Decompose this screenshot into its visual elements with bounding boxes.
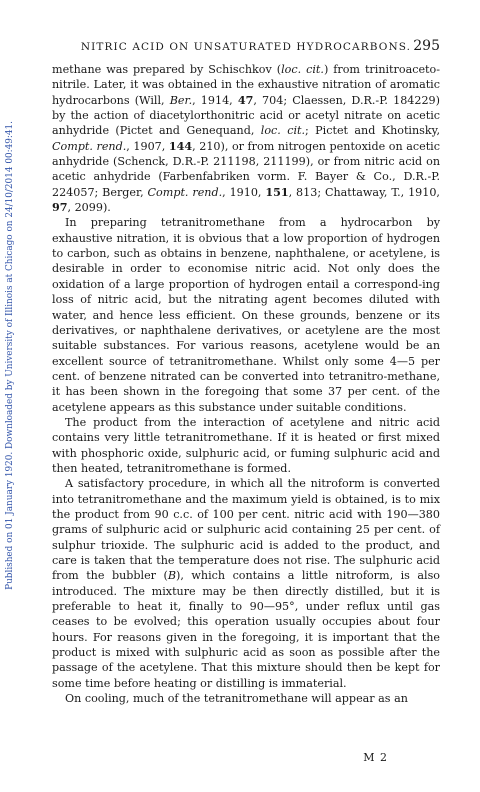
volume-bold: 97 [52,201,68,215]
apparatus-label-italic: B [167,569,177,583]
running-head: NITRIC ACID ON UNSATURATED HYDROCARBONS. [80,41,412,53]
volume-bold: 144 [168,139,193,153]
citation-italic: loc. cit. [260,124,306,138]
text-run: ), which contains a little nitroform, is also introduced. The mixture may be then directly distilled, but it is preferable to heat it, finally to 90—95°, under reflux until gas ceases to be evolved; this operation usually occupies about four hours. For reasons given in the foregoing, it is important that the product is mixed with sulphuric acid as soon as possible after the passage of the acetylene. That this mixture should then be kept for some time before heating or distilling is immaterial. [52,569,440,690]
page-header [52,40,440,56]
paragraph-4 [52,476,440,691]
journal-italic: Compt. rend. [52,139,127,153]
journal-italic: Compt. rend. [147,185,223,199]
text-run: methane was prepared by Schischkov ( [52,63,282,76]
text-run: ) from trinitroaceto-nitrile. Later, it was obtained in the exhaustive nitration of aromatic hydrocarbons (Will, [52,63,440,107]
text-run: , 2099). [67,201,111,215]
signature-mark: M 2 [363,751,388,764]
download-watermark [4,30,16,680]
text-run: , 1907, [126,139,169,153]
body-text [52,62,440,706]
text-run: , 210), or from nitrogen pentoxide on acetic anhydride (Schenck, D.R.-P. 211198, 211199), or from nitric acid on acetic anhydride (Farbenfabriken vorm. F. Bayer & Co., D.R.-P. 224057; Berger, [52,139,440,199]
paragraph-5: On cooling, much of the tetranitromethane will appear as an [65,692,408,706]
download-watermark-text: Published on 01 January 1920. Downloaded by University of Illinois at Chicago on 24/10/2014 00:49:41. [5,120,15,590]
paragraph-2: In preparing tetranitromethane from a hydrocarbon by exhaustive nitration, it is obvious that a low proportion of hydrogen to carbon, such as obtains in benzene, naphthalene, or acetylene, is desirable in order to economise nitric acid. Not only does the oxidation of a large proportion of hydrogen entail a correspond-ing loss of nitric acid, but the nitrating agent becomes diluted with water, and hence less efficient. On these grounds, benzene or its derivatives, or naphthalene derivatives, or acetylene are the most suitable substances. For various reasons, acetylene would be an excellent source of tetranitromethane. Whilst only some 4—5 per cent. of benzene nitrated can be converted into tetranitro-methane, it has been shown in the foregoing that some 37 per cent. of the acetylene appears as this substance under suitable conditions. [52,216,440,414]
paragraph-1 [52,62,440,215]
text-run: , 704; Claessen, D.R.-P. 184229) by the action of diacetylorthonitric acid or acetyl nitrate on acetic anhydride (Pictet and Genequand, [52,93,440,138]
page-number: 295 [413,38,440,54]
citation-italic: loc. cit. [281,63,324,76]
text-run: , 1910, [222,185,266,199]
volume-bold: 151 [265,185,289,199]
volume-bold: 47 [237,93,254,107]
text-run: , 1914, [192,93,238,107]
journal-italic: Ber. [169,93,193,107]
text-run: ; Pictet and Khotinsky, [305,124,440,138]
text-run: , 813; Chattaway, T., 1910, [288,185,440,199]
paragraph-3: The product from the interaction of acetylene and nitric acid contains very little tetranitromethane. If it is heated or first mixed with phosphoric oxide, sulphuric acid, or fuming sulphuric acid and then heated, tetranitromethane is formed. [52,415,440,475]
text-run: A satisfactory procedure, in which all the nitroform is converted into tetranitromethane and the maximum yield is obtained, is to mix the product from 90 c.c. of 100 per cent. nitric acid with 190—380 grams of sulphuric acid or sulphuric acid containing 25 per cent. of sulphur trioxide. The sulphuric acid is added to the product, and care is taken that the temperature does not rise. The sulphuric acid from the bubbler ( [52,477,440,583]
